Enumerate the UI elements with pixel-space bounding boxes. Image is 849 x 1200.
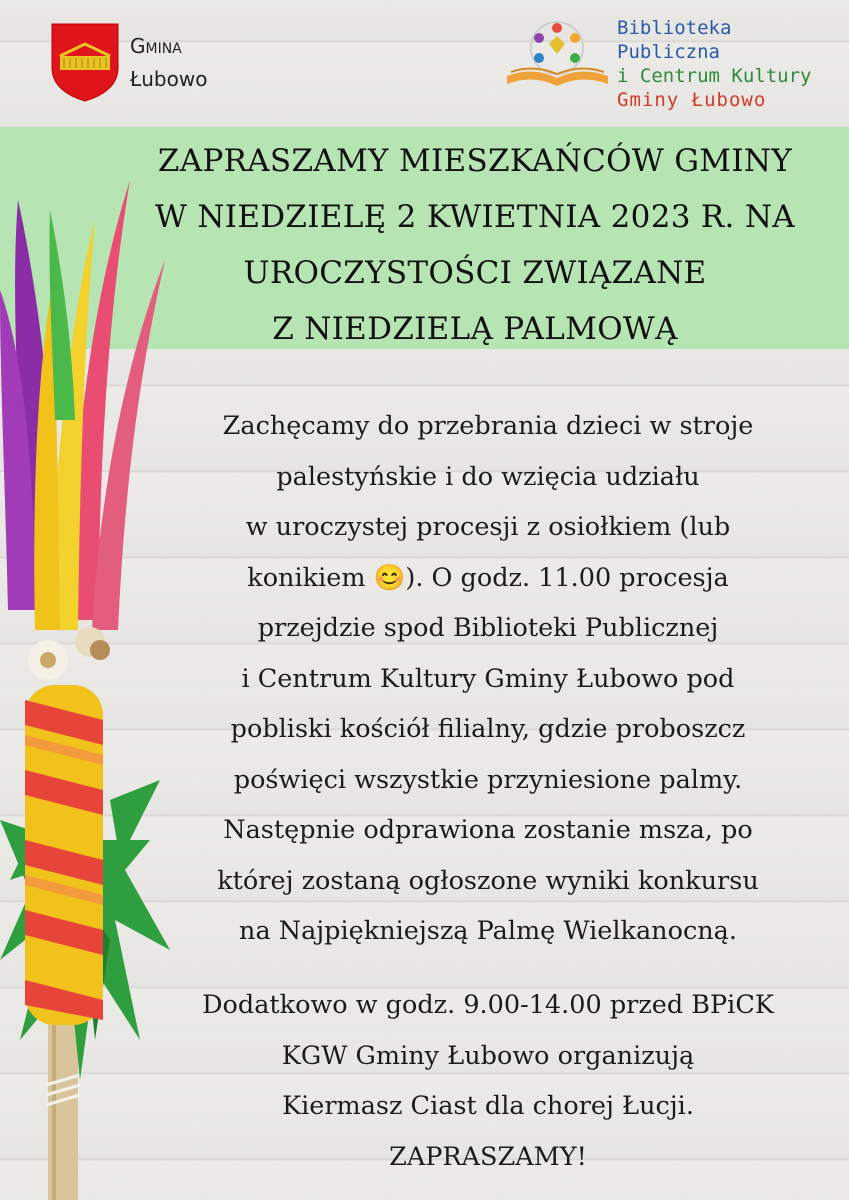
library-logo-line3: Gminy Łubowo bbox=[617, 89, 767, 111]
easter-palm-image bbox=[0, 180, 175, 1200]
body-line: pobliski kościół filialny, gdzie proboszcz bbox=[230, 714, 746, 744]
closing-invitation: ZAPRASZAMY! bbox=[389, 1141, 587, 1172]
extra-line: Kiermasz Ciast dla chorej Łucji. bbox=[282, 1091, 694, 1121]
body-text bbox=[158, 401, 818, 957]
gmina-logo-line2: Łubowo bbox=[130, 67, 208, 91]
gmina-logo-line1: Gmina bbox=[130, 34, 182, 58]
open-book-people-icon bbox=[505, 14, 610, 94]
library-logo-line2: i Centrum Kultury bbox=[617, 65, 812, 87]
body-line: w uroczystej procesji z osiołkiem (lub bbox=[245, 512, 731, 542]
body-line: konikiem 😊). O godz. 11.00 procesja bbox=[247, 562, 729, 593]
headline-line: W NIEDZIELĘ 2 KWIETNIA 2023 R. NA bbox=[155, 199, 795, 235]
coat-of-arms-icon bbox=[50, 22, 120, 102]
headline-line: Z NIEDZIELĄ PALMOWĄ bbox=[272, 311, 678, 347]
body-line: poświęci wszystkie przyniesione palmy. bbox=[233, 764, 743, 795]
gmina-logo bbox=[50, 22, 240, 102]
headline bbox=[120, 127, 830, 357]
body-line: palestyńskie i do wzięcia udziału bbox=[276, 461, 700, 492]
library-logo-line1: Biblioteka Publiczna bbox=[617, 17, 732, 63]
body-line: przejdzie spod Biblioteki Publicznej bbox=[257, 613, 719, 643]
library-logo bbox=[505, 14, 835, 111]
body-line: na Najpiękniejszą Palmę Wielkanocną. bbox=[239, 916, 737, 946]
extra-text bbox=[158, 980, 818, 1182]
body-line: i Centrum Kultury Gminy Łubowo pod bbox=[241, 663, 735, 694]
body-line: której zostaną ogłoszone wyniki konkursu bbox=[217, 865, 759, 896]
extra-line: KGW Gminy Łubowo organizują bbox=[281, 1040, 695, 1071]
headline-line: ZAPRASZAMY MIESZKAŃCÓW GMINY bbox=[157, 143, 793, 179]
body-line: Następnie odprawiona zostanie msza, po bbox=[223, 815, 753, 845]
headline-line: UROCZYSTOŚCI ZWIĄZANE bbox=[243, 255, 707, 291]
body-line: Zachęcamy do przebrania dzieci w stroje bbox=[222, 411, 754, 441]
extra-line: Dodatkowo w godz. 9.00-14.00 przed BPiCK bbox=[202, 990, 774, 1020]
